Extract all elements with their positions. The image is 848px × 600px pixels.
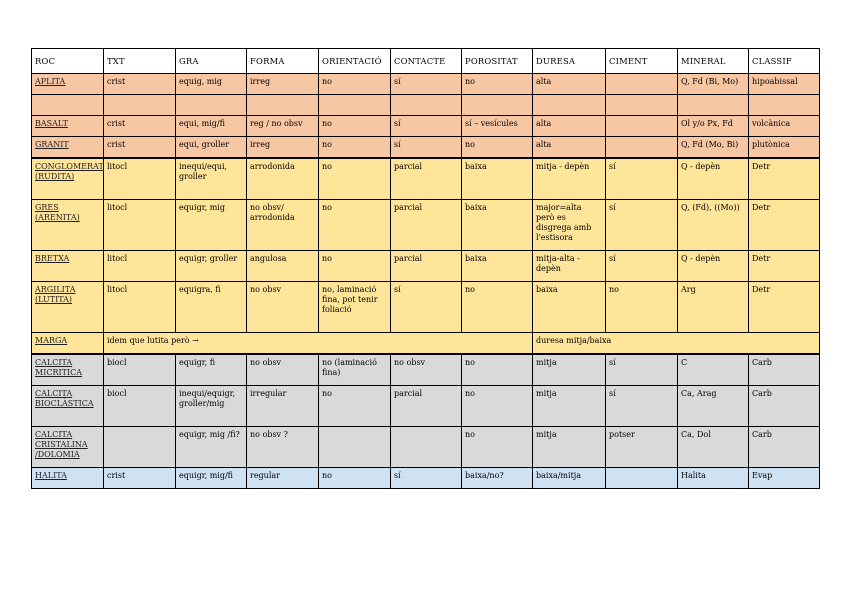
cell-orientacio: no xyxy=(319,200,391,251)
cell-gra: inequi/equi, groller xyxy=(176,158,247,200)
header-ciment: CIMENT xyxy=(606,49,678,74)
cell-gra: equigr, mig xyxy=(176,200,247,251)
cell-gra: equig, mig xyxy=(176,74,247,95)
cell-gra: equi, groller xyxy=(176,137,247,159)
cell-mineral: Q, (Fd), ((Mo)) xyxy=(678,200,749,251)
cell-classif: volcànica xyxy=(749,116,820,137)
cell-duresa: major=alta però es disgrega amb l'estisora xyxy=(533,200,606,251)
cell-mineral: Arg xyxy=(678,282,749,333)
cell-classif: Evap xyxy=(749,468,820,489)
rock-name: CONGLOMERAT (RUDITA) xyxy=(32,158,104,200)
cell-duresa: mitja xyxy=(533,386,606,427)
table-row xyxy=(32,158,820,200)
cell-classif: plutònica xyxy=(749,137,820,159)
cell-contacte: sí xyxy=(391,116,462,137)
cell-classif: Detr xyxy=(749,282,820,333)
cell-duresa: alta xyxy=(533,74,606,95)
cell-classif: Detr xyxy=(749,251,820,282)
cell-forma: irregular xyxy=(247,386,319,427)
cell-forma: irreg xyxy=(247,137,319,159)
cell-txt: litocl xyxy=(104,282,176,333)
cell-porositat xyxy=(462,95,533,116)
cell-porositat: no xyxy=(462,427,533,468)
cell-porositat: baixa xyxy=(462,200,533,251)
cell-gra: inequi/equigr, groller/mig xyxy=(176,386,247,427)
cell-contacte xyxy=(391,95,462,116)
header-duresa: DURESA xyxy=(533,49,606,74)
cell-duresa: baixa/mitja xyxy=(533,468,606,489)
cell-gra: equigr, groller xyxy=(176,251,247,282)
header-gra: GRA xyxy=(176,49,247,74)
rock-name: ARGILITA (LUTITA) xyxy=(32,282,104,333)
rock-name: APLITA xyxy=(32,74,104,95)
cell-mineral: Q, Fd (Bi, Mo) xyxy=(678,74,749,95)
cell-txt: litocl xyxy=(104,158,176,200)
cell-mineral: Halita xyxy=(678,468,749,489)
rock-name: CALCITA BIOCLÀSTICA xyxy=(32,386,104,427)
cell-ciment: sí xyxy=(606,251,678,282)
cell-forma: arrodonida xyxy=(247,158,319,200)
table-row xyxy=(32,354,820,386)
cell-orientacio: no xyxy=(319,386,391,427)
cell-classif: Detr xyxy=(749,158,820,200)
cell-ciment xyxy=(606,468,678,489)
cell-txt xyxy=(104,427,176,468)
cell-gra: equi, mig/fi xyxy=(176,116,247,137)
table-row xyxy=(32,137,820,159)
cell-classif xyxy=(749,95,820,116)
cell-forma xyxy=(247,95,319,116)
cell-porositat: baixa xyxy=(462,158,533,200)
cell-porositat: no xyxy=(462,386,533,427)
cell-txt: litocl xyxy=(104,200,176,251)
marga-note: idem que lutita però → xyxy=(104,333,533,355)
cell-txt: biocl xyxy=(104,386,176,427)
cell-contacte: sí xyxy=(391,137,462,159)
cell-duresa: mitja - depèn xyxy=(533,158,606,200)
cell-mineral: Q, Fd (Mo, Bi) xyxy=(678,137,749,159)
cell-forma: no obsv ? xyxy=(247,427,319,468)
cell-txt: crist xyxy=(104,74,176,95)
cell-forma: no obsv xyxy=(247,282,319,333)
header-forma: FORMA xyxy=(247,49,319,74)
cell-orientacio: no xyxy=(319,468,391,489)
cell-ciment xyxy=(606,74,678,95)
cell-mineral xyxy=(678,95,749,116)
cell-mineral: Q - depèn xyxy=(678,251,749,282)
cell-orientacio: no (laminació fina) xyxy=(319,354,391,386)
table-row-marga xyxy=(32,333,820,355)
cell-porositat: baixa xyxy=(462,251,533,282)
cell-contacte: sí xyxy=(391,74,462,95)
cell-classif: Carb xyxy=(749,354,820,386)
cell-gra xyxy=(176,95,247,116)
header-porositat: POROSITAT xyxy=(462,49,533,74)
cell-porositat: no xyxy=(462,354,533,386)
cell-classif: Carb xyxy=(749,386,820,427)
cell-ciment: potser xyxy=(606,427,678,468)
cell-mineral: Q - depèn xyxy=(678,158,749,200)
cell-mineral: Ca, Dol xyxy=(678,427,749,468)
cell-contacte: parcial xyxy=(391,158,462,200)
table-row xyxy=(32,386,820,427)
cell-forma: angulosa xyxy=(247,251,319,282)
cell-orientacio: no xyxy=(319,116,391,137)
table-row xyxy=(32,468,820,489)
table-row xyxy=(32,200,820,251)
cell-duresa: alta xyxy=(533,116,606,137)
table-row xyxy=(32,116,820,137)
cell-classif: Carb xyxy=(749,427,820,468)
cell-duresa xyxy=(533,95,606,116)
table-row xyxy=(32,95,820,116)
rock-name: BRETXA xyxy=(32,251,104,282)
header-orientacio: ORIENTACIÓ xyxy=(319,49,391,74)
header-contacte: CONTACTE xyxy=(391,49,462,74)
header-mineral: MINERAL xyxy=(678,49,749,74)
rock-name: CALCITA MICRITICA xyxy=(32,354,104,386)
cell-duresa: mitja-alta - depèn xyxy=(533,251,606,282)
header-roc: ROC xyxy=(32,49,104,74)
cell-ciment xyxy=(606,137,678,159)
cell-contacte: sí xyxy=(391,282,462,333)
cell-duresa: mitja xyxy=(533,354,606,386)
cell-mineral: C xyxy=(678,354,749,386)
header-txt: TXT xyxy=(104,49,176,74)
rock-name: GRANIT xyxy=(32,137,104,159)
cell-ciment: no xyxy=(606,282,678,333)
cell-forma: reg / no obsv xyxy=(247,116,319,137)
cell-contacte xyxy=(391,427,462,468)
rock-name: HALITA xyxy=(32,468,104,489)
table-row xyxy=(32,427,820,468)
cell-duresa: alta xyxy=(533,137,606,159)
cell-gra: equigr, fi xyxy=(176,354,247,386)
cell-orientacio: no, laminació fina, pot tenir foliació xyxy=(319,282,391,333)
cell-duresa: baixa xyxy=(533,282,606,333)
cell-ciment: sí xyxy=(606,386,678,427)
cell-porositat: no xyxy=(462,74,533,95)
cell-forma: no obsv xyxy=(247,354,319,386)
rock-classification-table xyxy=(31,48,820,489)
rock-name: MARGA xyxy=(32,333,104,355)
rock-name: GRES (ARENITA) xyxy=(32,200,104,251)
cell-ciment xyxy=(606,95,678,116)
cell-duresa: mitja xyxy=(533,427,606,468)
cell-orientacio: no xyxy=(319,158,391,200)
cell-classif: Detr xyxy=(749,200,820,251)
cell-orientacio: no xyxy=(319,74,391,95)
cell-porositat: no xyxy=(462,282,533,333)
cell-orientacio: no xyxy=(319,137,391,159)
cell-txt xyxy=(104,95,176,116)
table-row xyxy=(32,74,820,95)
cell-porositat: sí – vesícules xyxy=(462,116,533,137)
cell-txt: crist xyxy=(104,116,176,137)
cell-orientacio xyxy=(319,427,391,468)
cell-ciment: sí xyxy=(606,158,678,200)
cell-forma: irreg xyxy=(247,74,319,95)
cell-txt: crist xyxy=(104,468,176,489)
cell-contacte: parcial xyxy=(391,386,462,427)
cell-porositat: baixa/no? xyxy=(462,468,533,489)
rock-name: CALCITA CRISTALINA /DOLOMIA xyxy=(32,427,104,468)
cell-ciment xyxy=(606,116,678,137)
rock-name xyxy=(32,95,104,116)
cell-txt: crist xyxy=(104,137,176,159)
cell-orientacio: no xyxy=(319,251,391,282)
cell-forma: regular xyxy=(247,468,319,489)
table-row xyxy=(32,251,820,282)
cell-txt: litocl xyxy=(104,251,176,282)
cell-mineral: Ca, Arag xyxy=(678,386,749,427)
cell-classif: hipoabissal xyxy=(749,74,820,95)
marga-duresa: duresa mitja/baixa xyxy=(533,333,820,355)
header-row xyxy=(32,49,820,74)
cell-ciment: sí xyxy=(606,354,678,386)
cell-contacte: parcial xyxy=(391,200,462,251)
cell-gra: equigr, mig/fi xyxy=(176,468,247,489)
rock-name: BASALT xyxy=(32,116,104,137)
header-classif: CLASSIF xyxy=(749,49,820,74)
cell-ciment: sí xyxy=(606,200,678,251)
cell-gra: equigra, fi xyxy=(176,282,247,333)
cell-orientacio xyxy=(319,95,391,116)
cell-contacte: no obsv xyxy=(391,354,462,386)
table-row xyxy=(32,282,820,333)
cell-contacte: sí xyxy=(391,468,462,489)
cell-contacte: parcial xyxy=(391,251,462,282)
cell-txt: biocl xyxy=(104,354,176,386)
cell-gra: equigr, mig /fi? xyxy=(176,427,247,468)
cell-mineral: Ol y/o Px, Fd xyxy=(678,116,749,137)
cell-porositat: no xyxy=(462,137,533,159)
cell-forma: no obsv/ arrodonida xyxy=(247,200,319,251)
